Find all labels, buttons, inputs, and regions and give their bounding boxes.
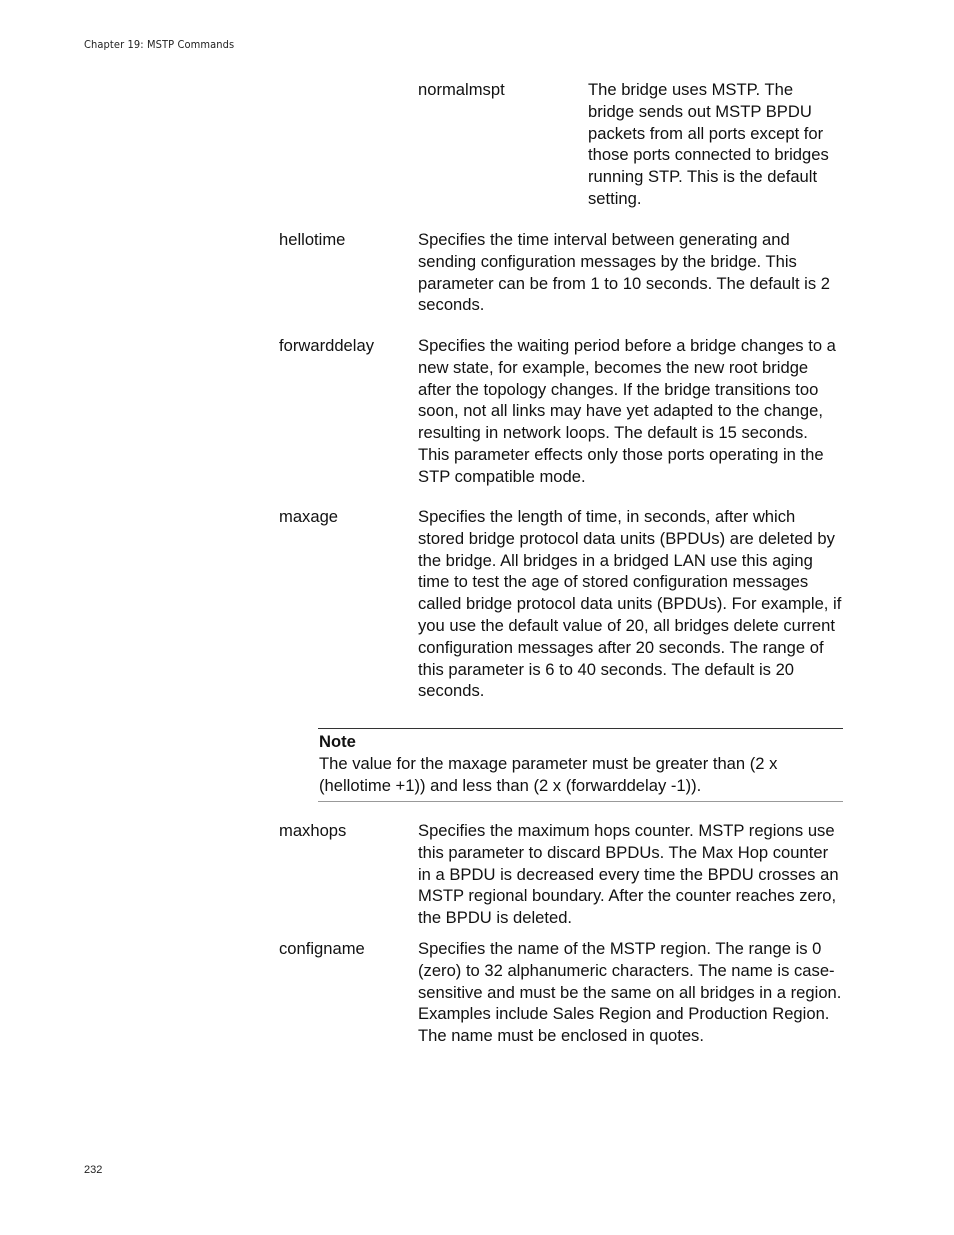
note-title: Note: [319, 732, 356, 751]
param-description: Specifies the time interval between generating and sending configuration messages by the bridge. This parameter can be from 1 to 10 seconds. The default is 2 seconds.: [418, 230, 831, 315]
param-term: forwarddelay: [279, 336, 375, 355]
note-body: The value for the maxage parameter must be greater than (2 x (hellotime +1)) and less than (2 x (forwarddelay -1)).: [319, 754, 778, 795]
sub-option-description: The bridge uses MSTP. The bridge sends out MSTP BPDU packets from all ports except for those ports connected to bridges running STP. This is the default setting.: [588, 80, 829, 208]
param-description: Specifies the maximum hops counter. MSTP regions use this parameter to discard BPDUs. The Max Hop counter in a BPDU is decreased every time the BPDU crosses an MSTP regional boundary. After the counter reaches zero, the BPDU is deleted.: [418, 821, 839, 928]
param-term: configname: [279, 939, 365, 958]
param-description: Specifies the name of the MSTP region. The range is 0 (zero) to 32 alphanumeric characters. The name is case-sensitive and must be the same on all bridges in a region. Examples include Sales Region and Production Region. The name must be enclosed in quotes.: [418, 939, 842, 1046]
param-description: Specifies the length of time, in seconds, after which stored bridge protocol data units (BPDUs) are deleted by the bridge. All bridges in a bridged LAN use this aging time to test the age of stored configuration messages called bridge protocol data units (BPDUs). For example, if you use the default value of 20, all bridges delete current configuration messages after 20 seconds. The range of this parameter is 6 to 40 seconds. The default is 20 seconds.: [418, 507, 842, 701]
param-term: hellotime: [279, 230, 346, 249]
param-term: maxhops: [279, 821, 347, 840]
running-header: Chapter 19: MSTP Commands: [84, 38, 235, 51]
sub-option-term: normalmspt: [418, 80, 505, 99]
page-number: 232: [84, 1164, 103, 1176]
param-term: maxage: [279, 507, 339, 526]
note-box: [318, 728, 843, 802]
param-description: Specifies the waiting period before a bridge changes to a new state, for example, becomes the new root bridge after the topology changes. If the bridge transitions too soon, not all links may have yet adapted to the change, resulting in network loops. The default is 15 seconds. This parameter effects only those ports operating in the STP compatible mode.: [418, 336, 836, 486]
